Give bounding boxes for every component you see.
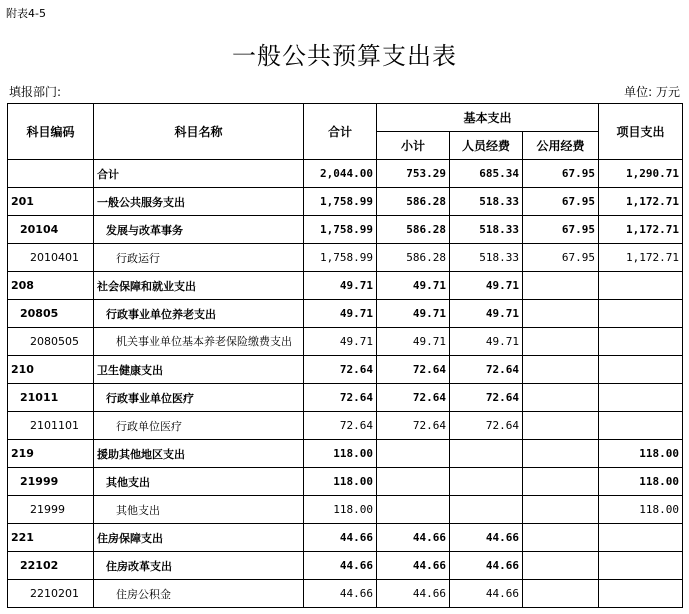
cell-name: 住房公积金 bbox=[94, 580, 304, 608]
cell-project: 1,290.71 bbox=[599, 160, 683, 188]
col-header-name: 科目名称 bbox=[94, 104, 304, 160]
cell-total: 44.66 bbox=[304, 524, 377, 552]
col-header-public: 公用经费 bbox=[523, 132, 599, 160]
cell-public: 67.95 bbox=[523, 216, 599, 244]
cell-name: 援助其他地区支出 bbox=[94, 440, 304, 468]
cell-project bbox=[599, 552, 683, 580]
cell-total: 49.71 bbox=[304, 272, 377, 300]
cell-personnel: 44.66 bbox=[450, 552, 523, 580]
table-row bbox=[8, 496, 683, 524]
cell-personnel: 49.71 bbox=[450, 328, 523, 356]
cell-name: 行政事业单位养老支出 bbox=[94, 300, 304, 328]
cell-name: 发展与改革事务 bbox=[94, 216, 304, 244]
cell-total: 1,758.99 bbox=[304, 188, 377, 216]
cell-code: 21999 bbox=[8, 468, 94, 496]
cell-personnel: 44.66 bbox=[450, 580, 523, 608]
cell-subtotal: 44.66 bbox=[377, 552, 450, 580]
cell-public bbox=[523, 384, 599, 412]
table-row bbox=[8, 384, 683, 412]
cell-name: 卫生健康支出 bbox=[94, 356, 304, 384]
cell-total: 49.71 bbox=[304, 300, 377, 328]
cell-name: 行政单位医疗 bbox=[94, 412, 304, 440]
cell-project bbox=[599, 412, 683, 440]
cell-public bbox=[523, 356, 599, 384]
cell-public bbox=[523, 468, 599, 496]
col-header-personnel: 人员经费 bbox=[450, 132, 523, 160]
cell-total: 44.66 bbox=[304, 580, 377, 608]
cell-subtotal: 72.64 bbox=[377, 384, 450, 412]
cell-public bbox=[523, 524, 599, 552]
cell-total: 2,044.00 bbox=[304, 160, 377, 188]
page-title: 一般公共预算支出表 bbox=[232, 42, 457, 70]
cell-personnel: 685.34 bbox=[450, 160, 523, 188]
cell-project bbox=[599, 384, 683, 412]
cell-subtotal: 44.66 bbox=[377, 580, 450, 608]
cell-name: 其他支出 bbox=[94, 496, 304, 524]
budget-table bbox=[7, 103, 683, 608]
cell-public bbox=[523, 328, 599, 356]
cell-code: 2101101 bbox=[8, 412, 94, 440]
cell-project: 1,172.71 bbox=[599, 216, 683, 244]
cell-code: 22102 bbox=[8, 552, 94, 580]
cell-subtotal: 49.71 bbox=[377, 328, 450, 356]
cell-public: 67.95 bbox=[523, 160, 599, 188]
cell-subtotal: 44.66 bbox=[377, 524, 450, 552]
cell-public bbox=[523, 440, 599, 468]
cell-public bbox=[523, 552, 599, 580]
cell-code: 21999 bbox=[8, 496, 94, 524]
cell-total: 72.64 bbox=[304, 412, 377, 440]
cell-personnel: 518.33 bbox=[450, 188, 523, 216]
cell-project bbox=[599, 356, 683, 384]
cell-project: 118.00 bbox=[599, 468, 683, 496]
cell-project bbox=[599, 272, 683, 300]
col-header-subtotal: 小计 bbox=[377, 132, 450, 160]
cell-subtotal: 586.28 bbox=[377, 216, 450, 244]
cell-public bbox=[523, 300, 599, 328]
cell-subtotal: 586.28 bbox=[377, 244, 450, 272]
cell-total: 44.66 bbox=[304, 552, 377, 580]
col-header-code: 科目编码 bbox=[8, 104, 94, 160]
cell-project bbox=[599, 580, 683, 608]
table-row bbox=[8, 160, 683, 188]
table-row bbox=[8, 244, 683, 272]
cell-project: 118.00 bbox=[599, 496, 683, 524]
cell-total: 118.00 bbox=[304, 440, 377, 468]
cell-personnel: 49.71 bbox=[450, 300, 523, 328]
cell-project bbox=[599, 328, 683, 356]
cell-subtotal: 586.28 bbox=[377, 188, 450, 216]
filler-label: 填报部门: bbox=[9, 85, 62, 99]
unit-label: 单位: 万元 bbox=[624, 85, 680, 99]
cell-public bbox=[523, 580, 599, 608]
cell-personnel: 72.64 bbox=[450, 412, 523, 440]
col-header-total: 合计 bbox=[304, 104, 377, 160]
cell-public: 67.95 bbox=[523, 188, 599, 216]
cell-code: 2080505 bbox=[8, 328, 94, 356]
table-body bbox=[8, 160, 683, 608]
cell-subtotal: 49.71 bbox=[377, 300, 450, 328]
cell-total: 1,758.99 bbox=[304, 244, 377, 272]
cell-code: 219 bbox=[8, 440, 94, 468]
cell-total: 49.71 bbox=[304, 328, 377, 356]
cell-name: 其他支出 bbox=[94, 468, 304, 496]
table-row bbox=[8, 440, 683, 468]
cell-code: 2010401 bbox=[8, 244, 94, 272]
table-row bbox=[8, 300, 683, 328]
cell-subtotal: 753.29 bbox=[377, 160, 450, 188]
cell-project: 1,172.71 bbox=[599, 244, 683, 272]
table-row bbox=[8, 356, 683, 384]
cell-code: 20805 bbox=[8, 300, 94, 328]
cell-total: 72.64 bbox=[304, 356, 377, 384]
cell-name: 行政运行 bbox=[94, 244, 304, 272]
cell-code bbox=[8, 160, 94, 188]
table-row bbox=[8, 552, 683, 580]
cell-personnel: 44.66 bbox=[450, 524, 523, 552]
table-row bbox=[8, 580, 683, 608]
cell-subtotal bbox=[377, 468, 450, 496]
cell-personnel bbox=[450, 440, 523, 468]
cell-subtotal: 72.64 bbox=[377, 356, 450, 384]
cell-total: 118.00 bbox=[304, 468, 377, 496]
cell-personnel: 518.33 bbox=[450, 244, 523, 272]
col-header-basic: 基本支出 bbox=[377, 104, 599, 132]
cell-personnel: 518.33 bbox=[450, 216, 523, 244]
cell-public bbox=[523, 412, 599, 440]
cell-project bbox=[599, 524, 683, 552]
cell-total: 72.64 bbox=[304, 384, 377, 412]
cell-subtotal bbox=[377, 496, 450, 524]
cell-name: 住房保障支出 bbox=[94, 524, 304, 552]
table-row bbox=[8, 412, 683, 440]
cell-subtotal bbox=[377, 440, 450, 468]
cell-name: 合计 bbox=[94, 160, 304, 188]
table-row bbox=[8, 272, 683, 300]
cell-public bbox=[523, 496, 599, 524]
cell-name: 行政事业单位医疗 bbox=[94, 384, 304, 412]
cell-code: 21011 bbox=[8, 384, 94, 412]
cell-code: 210 bbox=[8, 356, 94, 384]
cell-subtotal: 49.71 bbox=[377, 272, 450, 300]
cell-subtotal: 72.64 bbox=[377, 412, 450, 440]
cell-public: 67.95 bbox=[523, 244, 599, 272]
col-header-project: 项目支出 bbox=[599, 104, 683, 160]
cell-project bbox=[599, 300, 683, 328]
cell-personnel bbox=[450, 468, 523, 496]
cell-name: 一般公共服务支出 bbox=[94, 188, 304, 216]
cell-public bbox=[523, 272, 599, 300]
cell-total: 1,758.99 bbox=[304, 216, 377, 244]
cell-project: 1,172.71 bbox=[599, 188, 683, 216]
cell-personnel: 49.71 bbox=[450, 272, 523, 300]
table-row bbox=[8, 524, 683, 552]
table-row bbox=[8, 216, 683, 244]
cell-personnel: 72.64 bbox=[450, 384, 523, 412]
cell-name: 社会保障和就业支出 bbox=[94, 272, 304, 300]
table-row bbox=[8, 188, 683, 216]
cell-code: 221 bbox=[8, 524, 94, 552]
cell-name: 住房改革支出 bbox=[94, 552, 304, 580]
appendix-tag: 附表4-5 bbox=[6, 7, 46, 20]
cell-code: 2210201 bbox=[8, 580, 94, 608]
cell-name: 机关事业单位基本养老保险缴费支出 bbox=[94, 328, 304, 356]
cell-code: 201 bbox=[8, 188, 94, 216]
cell-code: 20104 bbox=[8, 216, 94, 244]
cell-personnel: 72.64 bbox=[450, 356, 523, 384]
cell-total: 118.00 bbox=[304, 496, 377, 524]
table-row bbox=[8, 468, 683, 496]
cell-code: 208 bbox=[8, 272, 94, 300]
cell-personnel bbox=[450, 496, 523, 524]
table-row bbox=[8, 328, 683, 356]
cell-project: 118.00 bbox=[599, 440, 683, 468]
